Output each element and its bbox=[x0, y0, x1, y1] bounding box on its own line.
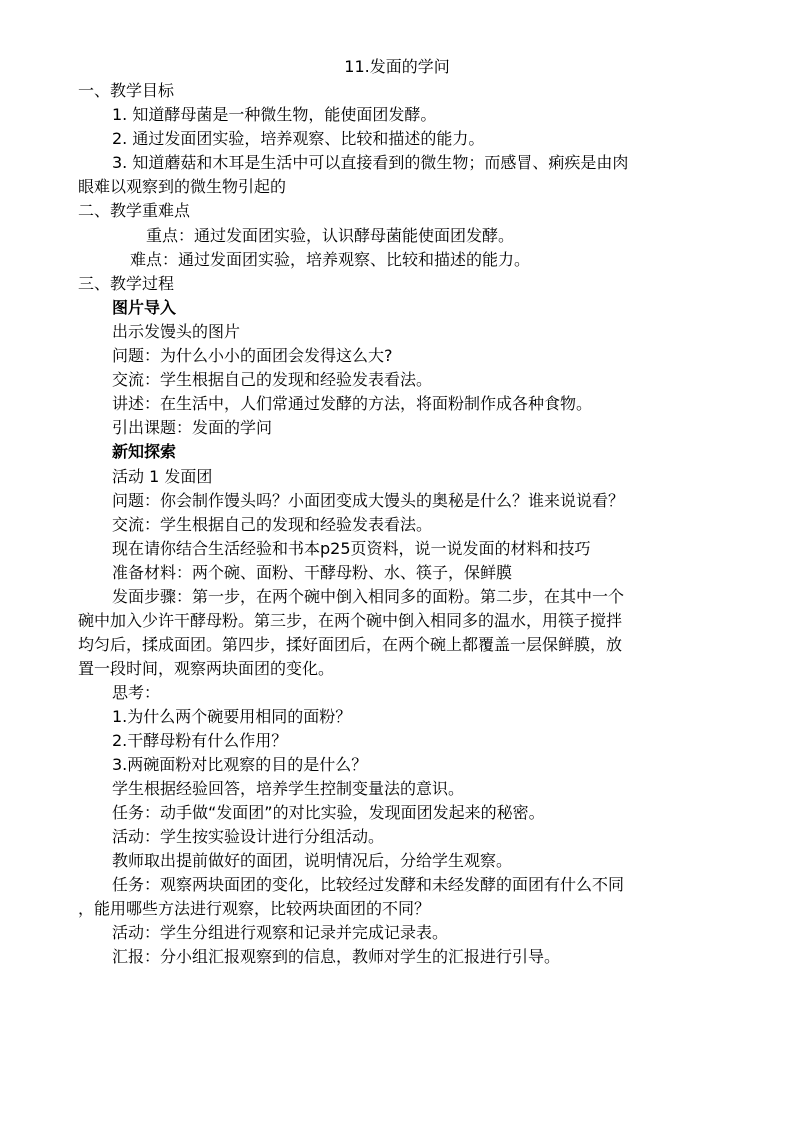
paragraph-task-2-line-1: 任务：观察两块面团的变化，比较经过发酵和未经发酵的面团有什么不同 bbox=[112, 875, 625, 894]
paragraph-activity-1: 活动 1 发面团 bbox=[112, 467, 213, 486]
paragraph-steps-line-2: 碗中加入少许干酵母粉。第三步，在两个碗中倒入相同多的温水，用筷子搅拌 bbox=[78, 611, 623, 630]
paragraph-show-picture: 出示发馒头的图片 bbox=[112, 322, 241, 341]
paragraph-teacher: 教师取出提前做好的面团，说明情况后，分给学生观察。 bbox=[112, 851, 513, 870]
section-heading-key-points: 二、教学重难点 bbox=[78, 201, 191, 220]
paragraph-steps-line-1: 发面步骤：第一步，在两个碗中倒入相同多的面粉。第二步，在其中一个 bbox=[112, 587, 625, 606]
section-heading-process: 三、教学过程 bbox=[78, 274, 175, 293]
objective-2: 2. 通过发面团实验，培养观察、比较和描述的能力。 bbox=[112, 129, 485, 148]
paragraph-materials: 准备材料：两个碗、面粉、干酵母粉、水、筷子，保鲜膜 bbox=[112, 563, 513, 582]
paragraph-activity-record: 活动：学生分组进行观察和记录并完成记录表。 bbox=[112, 923, 449, 942]
paragraph-task-1: 任务：动手做“发面团”的对比实验，发现面团发起来的秘密。 bbox=[112, 803, 545, 822]
think-question-1: 1.为什么两个碗要用相同的面粉？ bbox=[112, 707, 352, 726]
document-title: 11.发面的学问 bbox=[344, 57, 450, 76]
paragraph-task-2-line-2: ，能用哪些方法进行观察，比较两块面团的不同？ bbox=[78, 899, 431, 918]
paragraph-explain: 讲述：在生活中，人们常通过发酵的方法，将面粉制作成各种食物。 bbox=[112, 394, 593, 413]
think-question-3: 3.两碗面粉对比观察的目的是什么？ bbox=[112, 755, 368, 774]
paragraph-materials-prompt: 现在请你结合生活经验和书本p25页资料，说一说发面的材料和技巧 bbox=[112, 539, 591, 558]
difficult-point: 难点：通过发面团实验，培养观察、比较和描述的能力。 bbox=[130, 250, 531, 269]
objective-3-line-1: 3. 知道蘑菇和木耳是生活中可以直接看到的微生物；而感冒、痢疾是由肉 bbox=[112, 153, 629, 172]
section-heading-objectives: 一、教学目标 bbox=[78, 81, 175, 100]
paragraph-steps-line-3: 均匀后，揉成面团。第四步，揉好面团后，在两个碗上都覆盖一层保鲜膜，放 bbox=[78, 635, 623, 654]
paragraph-steps-line-4: 置一段时间，观察两块面团的变化。 bbox=[78, 659, 335, 678]
think-question-2: 2.干酵母粉有什么作用？ bbox=[112, 731, 288, 750]
key-point: 重点：通过发面团实验，认识酵母菌能使面团发酵。 bbox=[146, 226, 515, 245]
subheading-new-knowledge: 新知探索 bbox=[112, 442, 177, 461]
paragraph-question-2: 问题：你会制作馒头吗？小面团变成大馒头的奥秘是什么？谁来说说看？ bbox=[112, 491, 625, 510]
paragraph-activity-group: 活动：学生按实验设计进行分组活动。 bbox=[112, 827, 385, 846]
paragraph-exchange: 交流：学生根据自己的发现和经验发表看法。 bbox=[112, 370, 433, 389]
objective-3-line-2: 眼难以观察到的微生物引起的 bbox=[78, 177, 287, 196]
paragraph-topic: 引出课题：发面的学问 bbox=[112, 418, 273, 437]
paragraph-think: 思考： bbox=[112, 683, 161, 702]
paragraph-report: 汇报：分小组汇报观察到的信息，教师对学生的汇报进行引导。 bbox=[112, 947, 561, 966]
subheading-picture-intro: 图片导入 bbox=[112, 298, 177, 317]
paragraph-answer: 学生根据经验回答，培养学生控制变量法的意识。 bbox=[112, 779, 465, 798]
objective-1: 1. 知道酵母菌是一种微生物，能使面团发酵。 bbox=[112, 105, 437, 124]
paragraph-exchange-2: 交流：学生根据自己的发现和经验发表看法。 bbox=[112, 515, 433, 534]
paragraph-question: 问题：为什么小小的面团会发得这么大? bbox=[112, 346, 393, 365]
